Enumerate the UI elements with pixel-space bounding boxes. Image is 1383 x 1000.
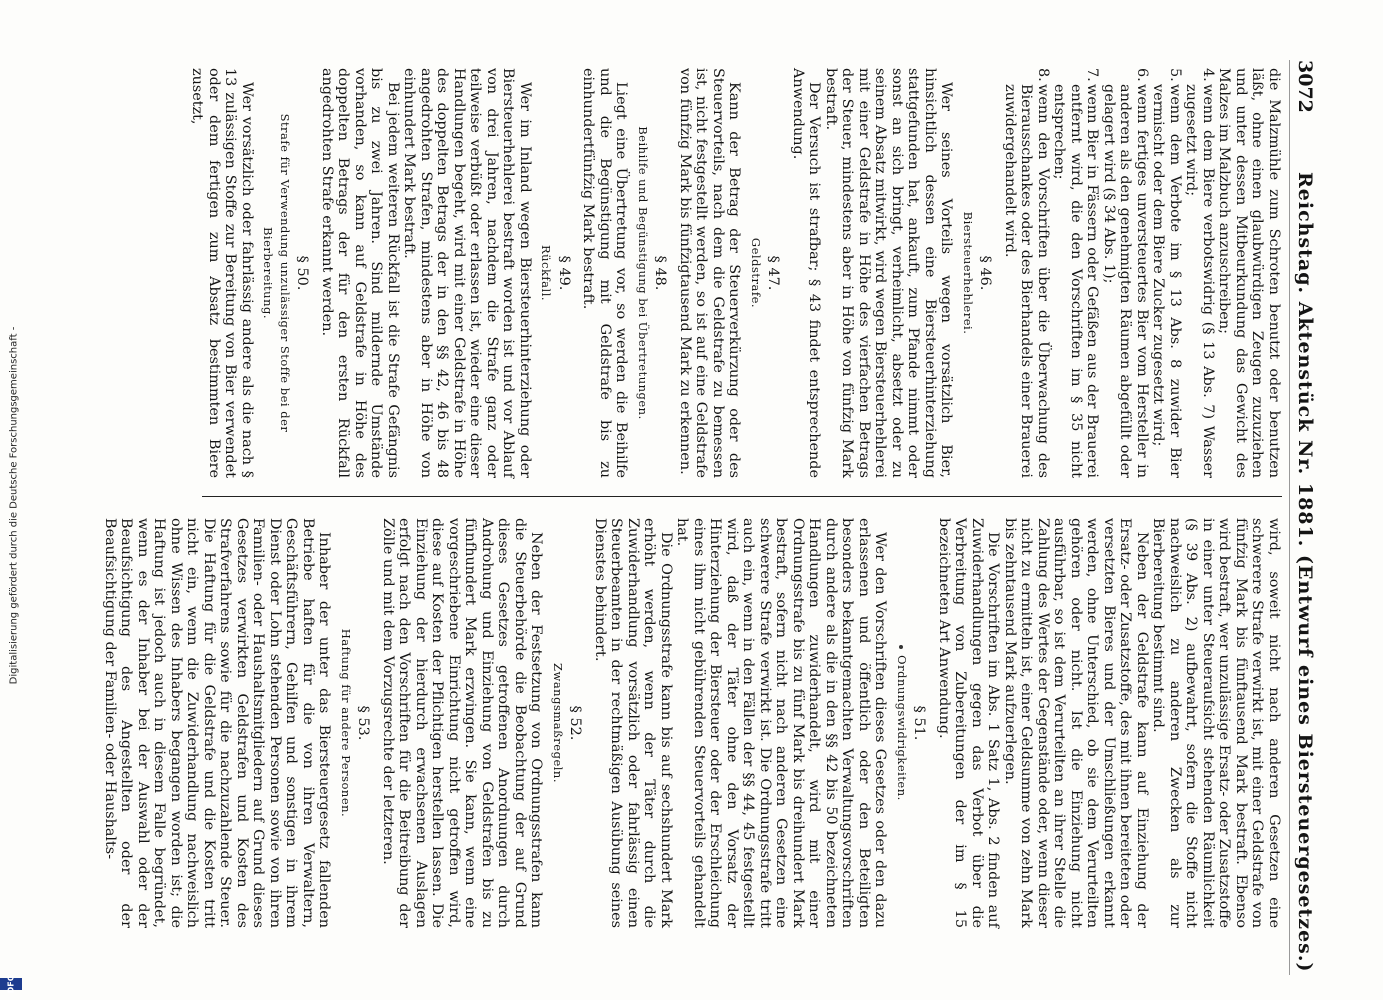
left-column (189, 68, 1282, 478)
right-intro: wird, soweit nicht nach anderen Gesetzen eine schwerere Strafe verwirkt ist, mit einer Geldstrafe von fünfzig Mark bis fünftausend Mark bestraft. Ebenso wird bestraft, wer unzulässige Ersatz- oder Zusatzstoffe in einer unter Steueraufsicht stehenden Räumlichkeit (§ 39 Abs. 2) aufbewahrt, sofern die Stoffe nicht nachweislich zu anderen Zwecken als zur Bierbereitung bestimmt sind. (1150, 518, 1282, 928)
section-heading-46: § 46. (977, 255, 994, 291)
right-column (102, 518, 1283, 928)
item-number: 6. (1134, 68, 1150, 82)
column-divider (202, 496, 1282, 497)
section-caption-46: Biersteuerhehlerei. (961, 211, 975, 335)
running-head: Reichstag. Aktenstück Nr. 1881. (Entwurf eines Biersteuergesetzes.) (1294, 172, 1316, 973)
list-item (1002, 68, 1052, 478)
section-heading-51: § 51. (911, 705, 928, 741)
section-caption-50: Strafe für Verwendung unzulässiger Stoffe bei der Bierbereitung. (261, 113, 292, 433)
paragraph: Neben der Festsetzung von Ordnungsstrafen kann die Steuerbehörde die Beobachtung der auf Grund dieses Gesetzes getroffenen Anordnungen durch Androhung und Einziehung von Geldstrafen bis zu fünfhundert Mark erzwingen. Sie kann, wenn eine vorgeschriebene Einrichtung nicht getroffen wird, diese auf Kosten der Pflichtigen herstellen lassen. Die Einziehung der hierdurch erwachsenen Auslagen erfolgt nach den Vorschriften für die Beitreibung der Zölle und mit dem Vorzugsrechte der letzteren. (380, 518, 545, 928)
section-caption-48: Beihilfe und Begünstigung bei Übertretungen. (636, 126, 650, 420)
section-caption-51 (894, 518, 911, 928)
item-text: wenn Bier in Fässern oder Gefäßen aus der Brauerei entfernt wird, die den Vorschriften im § 35 nicht entsprechen; (1051, 84, 1101, 478)
item-text: wenn dem Verbote im § 13 Abs. 8 zuwider Bier vermischt oder dem Biere Zucker zugesetzt wird; (1150, 84, 1183, 478)
paragraph: Der Versuch ist strafbar; § 43 findet entsprechende Anwendung. (790, 68, 823, 478)
digitization-credit: Digitalisierung gefördert durch die Deutsche Forschungsgemeinschaft - (8, 326, 20, 685)
item-number: 5. (1167, 68, 1183, 82)
paragraph: Neben der Geldstrafe kann auf Einziehung der Ersatz- oder Zusatzstoffe, des mit ihnen bereiteten oder versetzten Bieres und der Umschließungen erkannt werden, ohne Unterschied, ob sie dem Verurteilten gehören oder nicht. Ist die Einziehung nicht ausführbar, so ist dem Verurteilten an ihrer Stelle die Zahlung des Wertes der Gegenstände oder, wenn dieser nicht zu ermitteln ist, einer Geldsumme von zehn Mark bis zehntausend Mark aufzuerlegen. (1002, 518, 1150, 928)
item-number: 4. (1200, 68, 1216, 82)
item-number: 7. (1084, 68, 1101, 82)
paragraph: Kann der Betrag der Steuerverkürzung oder des Steuervorteils, nach dem die Geldstrafe zu bemessen ist, nicht festgestellt werden, so ist auf eine Geldstrafe von fünfzig Mark bis fünfzigtausend Mark zu erkennen. (677, 68, 743, 478)
paragraph: Liegt eine Übertretung vor, so werden die Beihilfe und die Begünstigung mit Geldstrafe bis zu einhundertfünfzig Mark bestraft. (580, 68, 630, 478)
paragraph: Die Vorschriften im Abs. 1 Satz 1, Abs. 2 finden auf Zuwiderhandlungen gegen das Verbot über die Verbreitung von Zubereitungen der im § 15 bezeichneten Art Anwendung. (936, 518, 1002, 928)
item-number: 8. (1035, 68, 1051, 82)
page-number: 3072 (1294, 60, 1316, 113)
section-caption-52: Zwangsmaßregeln. (551, 662, 565, 783)
paragraph: Wer seines Vorteils wegen vorsätzlich Bier, hinsichtlich dessen eine Biersteuerhinterziehung stattgefunden hat, ankauft, zum Pfande nimmt oder sonst an sich bringt, verheimlicht, absetzt oder zu seinem Absatz mitwirkt, wird wegen Biersteuerhehlerei mit einer Geldstrafe in Höhe des vierfachen Betrags der Steuer, mindestens aber in Höhe von fünfzig Mark bestraft. (823, 68, 955, 478)
section-caption-53: Haftung für andere Personen. (339, 628, 353, 818)
item-text: wenn dem Biere verbotswidrig (§ 13 Abs. 7) Wasser zugesetzt wird; (1183, 84, 1216, 478)
list-item (1183, 68, 1216, 478)
header-rule (1289, 60, 1290, 975)
paragraph: Bei jedem weiteren Rückfall ist die Strafe Gefängnis bis zu zwei Jahren. Sind mildernde Umstände vorhanden, so kann auf Geldstrafe in Höhe des doppelten Betrags der für den ersten Rückfall angedrohten Strafe erkannt werden. (319, 68, 401, 478)
paragraph: Wer den Vorschriften dieses Gesetzes oder den dazu erlassenen und öffentlich oder den Beteiligten besonders bekanntgemachten Verwaltungsvorschriften durch andere als die in den §§ 42 bis 50 bezeichneten Handlungen zuwiderhandelt, wird mit einer Ordnungsstrafe bis zu fünf Mark bis dreihundert Mark bestraft, sofern nicht nach anderen Gesetzen eine schwerere Strafe verwirkt ist. Die Ordnungsstrafe tritt auch ein, wenn in den Fällen der §§ 44, 45 festgestellt wird, daß der Täter ohne den Vorsatz der Hinterziehung der Biersteuer oder der Erschleichung eines ihm nicht gebührenden Steuervorteils gehandelt hat. (674, 518, 889, 928)
section-heading-48: § 48. (652, 255, 669, 291)
dfg-logo (0, 974, 22, 994)
bullet-icon (899, 645, 903, 649)
left-intro: die Malzmühle zum Schroten benutzt oder benutzen läßt, ohne einen glaubwürdigen Zeugen zuzuziehen und unter dessen Mitbeurkundung das Gewicht des Malzes im Malzbuch anzuschreiben; (1216, 68, 1282, 478)
section-heading-47: § 47. (765, 255, 782, 291)
section-heading-49: § 49. (556, 255, 572, 291)
section-heading-52: § 52. (567, 705, 584, 741)
paragraph: Wer im Inland wegen Biersteuerhinterziehung oder Biersteuerhehlerei bestraft worden ist und vor Ablauf von drei Jahren, nachdem die Strafe ganz oder teilweise verbüßt oder erlassen ist, wieder eine dieser Handlungen begeht, wird mit einer Geldstrafe in Höhe des doppelten Betrags der in den §§ 42, 46 bis 48 angedrohten Strafen, mindestens aber in Höhe von einhundert Mark bestraft. (401, 68, 533, 478)
paragraph: Die Ordnungsstrafe kann bis auf sechshundert Mark erhöht werden, wenn der Täter durch die Zuwiderhandlung vorsätzlich oder fahrlässig einen Steuerbeamten in der rechtmäßigen Ausübung seines Dienstes behindert. (592, 518, 674, 928)
paragraph: Inhaber der unter das Biersteuergesetz fallenden Betriebe haften für die von ihren Verwaltern, Geschäftsführern, Gehilfen und sonstigen in ihrem Dienst oder Lohn stehenden Personen sowie von ihren Familien- oder Haushaltsmitgliedern auf Grund dieses Gesetzes verwirkten Geldstrafen und Kosten des Strafverfahrens sowie für die nachzuzahlende Steuer. Die Haftung für die Geldstrafe und die Kosten tritt nicht ein, wenn die Zuwiderhandlung nachweislich ohne Wissen des Inhabers begangen worden ist; die Haftung ist jedoch auch in diesem Falle begründet, wenn es der Inhaber bei der Auswahl oder der Beaufsichtigung des Angestellten oder der Beaufsichtigung der Familien- oder Haushalts- (102, 518, 333, 928)
item-text: wenn den Vorschriften über die Überwachung des Bierausschankes oder des Bierhandels einer Brauerei zuwidergehandelt wird. (1002, 84, 1051, 478)
list-item (1101, 68, 1151, 478)
section-heading-50: § 50. (294, 255, 311, 291)
item-text: wenn fertiges unversteuertes Bier vom Hersteller in anderen als den genehmigten Räumen abgefüllt oder gelagert wird (§ 34 Abs. 1); (1101, 84, 1150, 478)
section-heading-53: § 53. (355, 705, 372, 741)
list-item (1051, 68, 1101, 478)
section-caption-49: Rückfall. (539, 244, 554, 302)
section-caption-47: Geldstrafe. (749, 237, 763, 309)
page-header (1288, 60, 1318, 975)
caption-text: Ordnungswidrigkeiten. (895, 655, 909, 801)
dfg-logo-text: DFG (5, 974, 15, 994)
list-item (1150, 68, 1183, 478)
paragraph: Wer vorsätzlich oder fahrlässig andere als die nach § 13 zulässigen Stoffe zur Bereitung von Bier verwendet oder dem fertigen zum Absatz bestimmten Biere zusetzt, (189, 68, 255, 478)
